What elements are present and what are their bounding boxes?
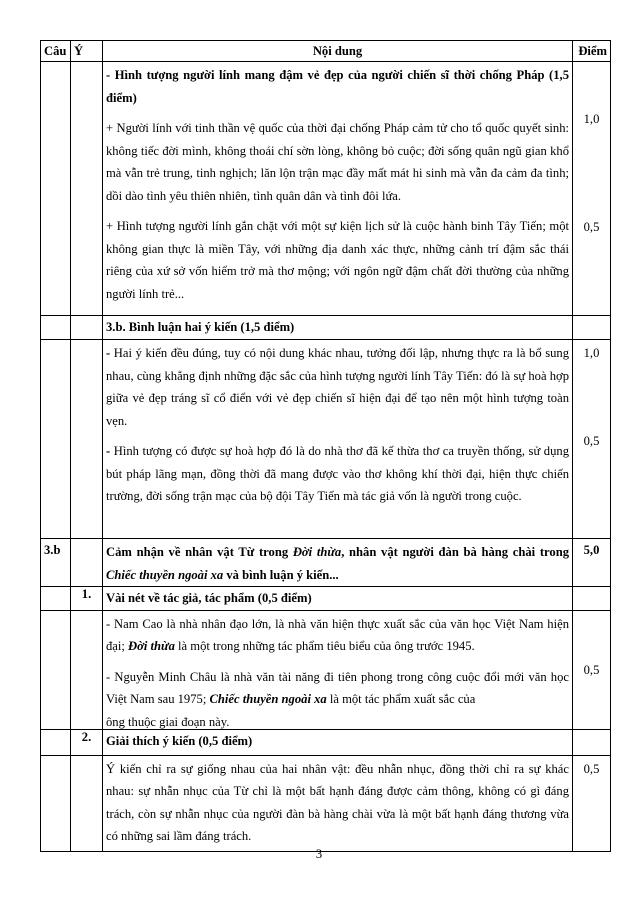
paragraph: + Hình tượng người lính gắn chặt với một sự kiện lịch sử là cuộc hành binh Tây Tiến; một không gian thực là miền Tây, với những địa danh xác thực, những cảnh trí đậm sắc thái riêng của xứ sở vốn hiểm trở mà thơ mộng; với ngôn ngữ đậm chất đời thường của những người lính trẻ... bbox=[106, 219, 569, 301]
paragraph-text: - Nam Cao là nhà nhân đạo lớn, là nhà văn hiện thực xuất sắc của văn học Việt Nam hiện đại; bbox=[106, 616, 569, 653]
cell-cau bbox=[41, 340, 71, 539]
paragraph bbox=[106, 342, 569, 432]
table-row bbox=[41, 539, 611, 587]
bullet-dash: - bbox=[106, 346, 111, 360]
cell-score bbox=[573, 62, 611, 316]
score-value: 0,5 bbox=[583, 761, 600, 776]
cell-content bbox=[103, 539, 573, 587]
cell-y bbox=[71, 316, 103, 340]
work-title: Đời thừa bbox=[128, 639, 175, 653]
paragraph bbox=[106, 666, 569, 711]
cell-score bbox=[573, 587, 611, 611]
cell-cau bbox=[41, 755, 71, 851]
section-title: 3.b. Bình luận hai ý kiến (1,5 điểm) bbox=[106, 320, 295, 334]
table-row bbox=[41, 755, 611, 851]
cell-cau bbox=[41, 316, 71, 340]
cell-cau bbox=[41, 729, 71, 755]
cell-cau bbox=[41, 62, 71, 316]
header-y: Ý bbox=[71, 41, 103, 62]
paragraph-text: là một tác phẩm xuất sắc của bbox=[326, 692, 476, 706]
cell-y bbox=[71, 755, 103, 851]
cell-cau bbox=[41, 610, 71, 729]
section-title bbox=[106, 541, 569, 586]
score-value: 1,0 bbox=[583, 346, 600, 360]
cell-score bbox=[573, 610, 611, 729]
table-header-row bbox=[41, 41, 611, 62]
cell-content bbox=[103, 316, 573, 340]
cell-y bbox=[71, 539, 103, 587]
cell-content bbox=[103, 729, 573, 755]
cell-cau bbox=[41, 587, 71, 611]
paragraph bbox=[106, 613, 569, 658]
score-value: 0,5 bbox=[583, 434, 600, 448]
cell-content bbox=[103, 62, 573, 316]
title-text: , nhân vật người đàn bà hàng chài trong bbox=[341, 545, 569, 559]
cell-y: 2. bbox=[71, 729, 103, 755]
section-title: Giải thích ý kiến (0,5 điểm) bbox=[106, 733, 253, 748]
cell-score bbox=[573, 340, 611, 539]
paragraph bbox=[106, 440, 569, 508]
clipped-line: ông thuộc giai đoạn này. bbox=[106, 714, 230, 729]
title-text: Cảm nhận về nhân vật Từ trong bbox=[106, 545, 293, 559]
cell-y: 1. bbox=[71, 587, 103, 611]
paragraph-text: Hai ý kiến đều đúng, tuy có nội dung khác nhau, tưởng đối lập, nhưng thực ra là bổ sung nhau, cùng khẳng định những đặc sắc của hình tượng người lính Tây Tiến: đó là sự hoà hợp giữa vẻ đẹp tráng sĩ cổ điển với vẻ đẹp chiến sĩ hiện đại để tạo nên một hình tượng toàn vẹn. bbox=[106, 346, 569, 428]
cell-score: 5,0 bbox=[573, 539, 611, 587]
header-noi-dung: Nội dung bbox=[103, 41, 573, 62]
cell-score bbox=[573, 755, 611, 851]
answer-key-table bbox=[40, 40, 611, 852]
title-work: Chiếc thuyền ngoài xa bbox=[106, 567, 224, 582]
table-row bbox=[41, 62, 611, 316]
cell-content bbox=[103, 340, 573, 539]
cell-content bbox=[103, 587, 573, 611]
cell-y bbox=[71, 340, 103, 539]
section-title: - Hình tượng người lính mang đậm vẻ đẹp của người chiến sĩ thời chống Pháp (1,5 điểm) bbox=[106, 68, 569, 105]
header-cau: Câu bbox=[41, 41, 71, 62]
paragraph-text: là một trong những tác phẩm tiêu biểu của ông trước 1945. bbox=[174, 639, 475, 653]
cell-cau: 3.b bbox=[41, 539, 71, 587]
score-value: 0,5 bbox=[583, 662, 600, 677]
title-text: và bình luận ý kiến... bbox=[223, 567, 339, 582]
section-title: Vài nét về tác giả, tác phẩm (0,5 điểm) bbox=[106, 591, 312, 605]
paragraph-text: Hình tượng có được sự hoà hợp đó là do nhà thơ đã kế thừa thơ ca truyền thống, sử dụng bút pháp lãng mạn, đồng thời đã mang được vào thơ không khí thời đại, hiện thực chiến trường, đời sống trận mạc của bộ đội Tây Tiến mà tác giả vốn là người trong cuộc. bbox=[106, 444, 569, 503]
work-title: Chiếc thuyền ngoài xa bbox=[209, 692, 327, 706]
cell-score bbox=[573, 316, 611, 340]
bullet-dash: - bbox=[106, 444, 111, 458]
header-diem: Điểm bbox=[573, 41, 611, 62]
page-number: 3 bbox=[315, 847, 323, 861]
score-value: 0,5 bbox=[583, 220, 600, 234]
cell-content bbox=[103, 610, 573, 729]
table-row bbox=[41, 316, 611, 340]
title-work: Đời thừa bbox=[292, 545, 342, 559]
paragraph: Ý kiến chỉ ra sự giống nhau của hai nhân vật: đều nhẫn nhục, đồng thời chỉ ra sự khác nhau: sự nhẫn nhục của Từ chỉ là một bất hạnh đáng được cảm thông, không có gì đáng trách, còn sự nhẫn nhục của người đàn bà hàng chài vừa là một bất hạnh đáng thương vừa có những sai lầm đáng trách. bbox=[106, 761, 569, 843]
cell-y bbox=[71, 610, 103, 729]
score-value: 1,0 bbox=[583, 112, 600, 126]
cell-content bbox=[103, 755, 573, 851]
cell-score bbox=[573, 729, 611, 755]
table-row bbox=[41, 729, 611, 755]
table-row bbox=[41, 610, 611, 729]
table-row bbox=[41, 340, 611, 539]
paragraph-text: - Nguyễn Minh Châu là nhà văn tài năng đi tiên phong trong công cuộc đổi mới văn học Việt Nam sau 1975; bbox=[106, 669, 569, 706]
paragraph: + Người lính với tinh thần vệ quốc của thời đại chống Pháp cảm tử cho tổ quốc quyết sinh: không tiếc đời mình, không thoái chí sờn lòng, không bỏ cuộc; đời sống quân ngũ gian khổ mà vẫn trẻ trung, tinh nghịch; lăn lộn trận mạc đầy mất mát hi sinh mà vẫn đa cảm đa tình; dồi dào tình yêu thiên nhiên, tình quân dân và tình đôi lứa. bbox=[106, 121, 569, 203]
cell-y bbox=[71, 62, 103, 316]
table-row bbox=[41, 587, 611, 611]
